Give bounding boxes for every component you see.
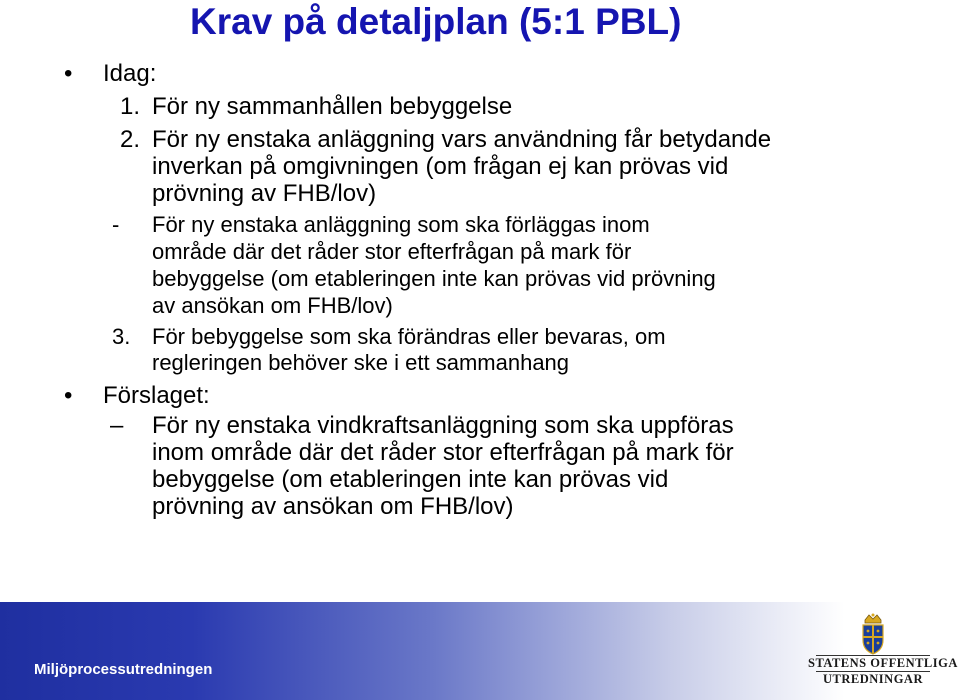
item-text: bebyggelse (om etableringen inte kan prövas vid (152, 466, 669, 493)
item-dash: – (110, 412, 124, 439)
item-text: prövning av ansökan om FHB/lov) (152, 493, 514, 520)
footer-band (0, 602, 960, 700)
logo-text-line1: STATENS OFFENTLIGA (808, 656, 958, 670)
item-text: regleringen behöver ske i ett sammanhang (152, 350, 570, 375)
item-text: inverkan på omgivningen (om frågan ej kan prövas vid (152, 153, 729, 180)
item-number: 3. (112, 324, 131, 349)
sou-logo (808, 612, 958, 692)
forslaget-label: Förslaget: (103, 382, 210, 409)
item-text: För ny sammanhållen bebyggelse (152, 93, 513, 120)
logo-text-line2: UTREDNINGAR (823, 672, 923, 686)
item-text: område där det råder stor efterfrågan på mark för (152, 239, 632, 264)
item-text: För ny enstaka vindkraftsanläggning som ska uppföras (152, 412, 734, 439)
item-number: 1. (120, 93, 141, 120)
item-text: bebyggelse (om etableringen inte kan prövas vid prövning (152, 266, 716, 291)
bullet-dot: • (64, 382, 73, 409)
item-text: inom område där det råder stor efterfrågan på mark för (152, 439, 734, 466)
item-text: av ansökan om FHB/lov) (152, 293, 393, 318)
idag-label: Idag: (103, 60, 157, 87)
item-text: För bebyggelse som ska förändras eller bevaras, om (152, 324, 666, 349)
footer-organization: Miljöprocessutredningen (34, 661, 213, 678)
item-number: 2. (120, 126, 141, 153)
item-text: För ny enstaka anläggning som ska förläggas inom (152, 212, 650, 237)
crown-shield-icon (853, 612, 893, 656)
item-dash: - (112, 212, 120, 237)
slide-title: Krav på detaljplan (5:1 PBL) (190, 1, 682, 42)
item-text: För ny enstaka anläggning vars användning får betydande (152, 126, 772, 153)
bullet-dot: • (64, 60, 73, 87)
item-text: prövning av FHB/lov) (152, 180, 377, 207)
